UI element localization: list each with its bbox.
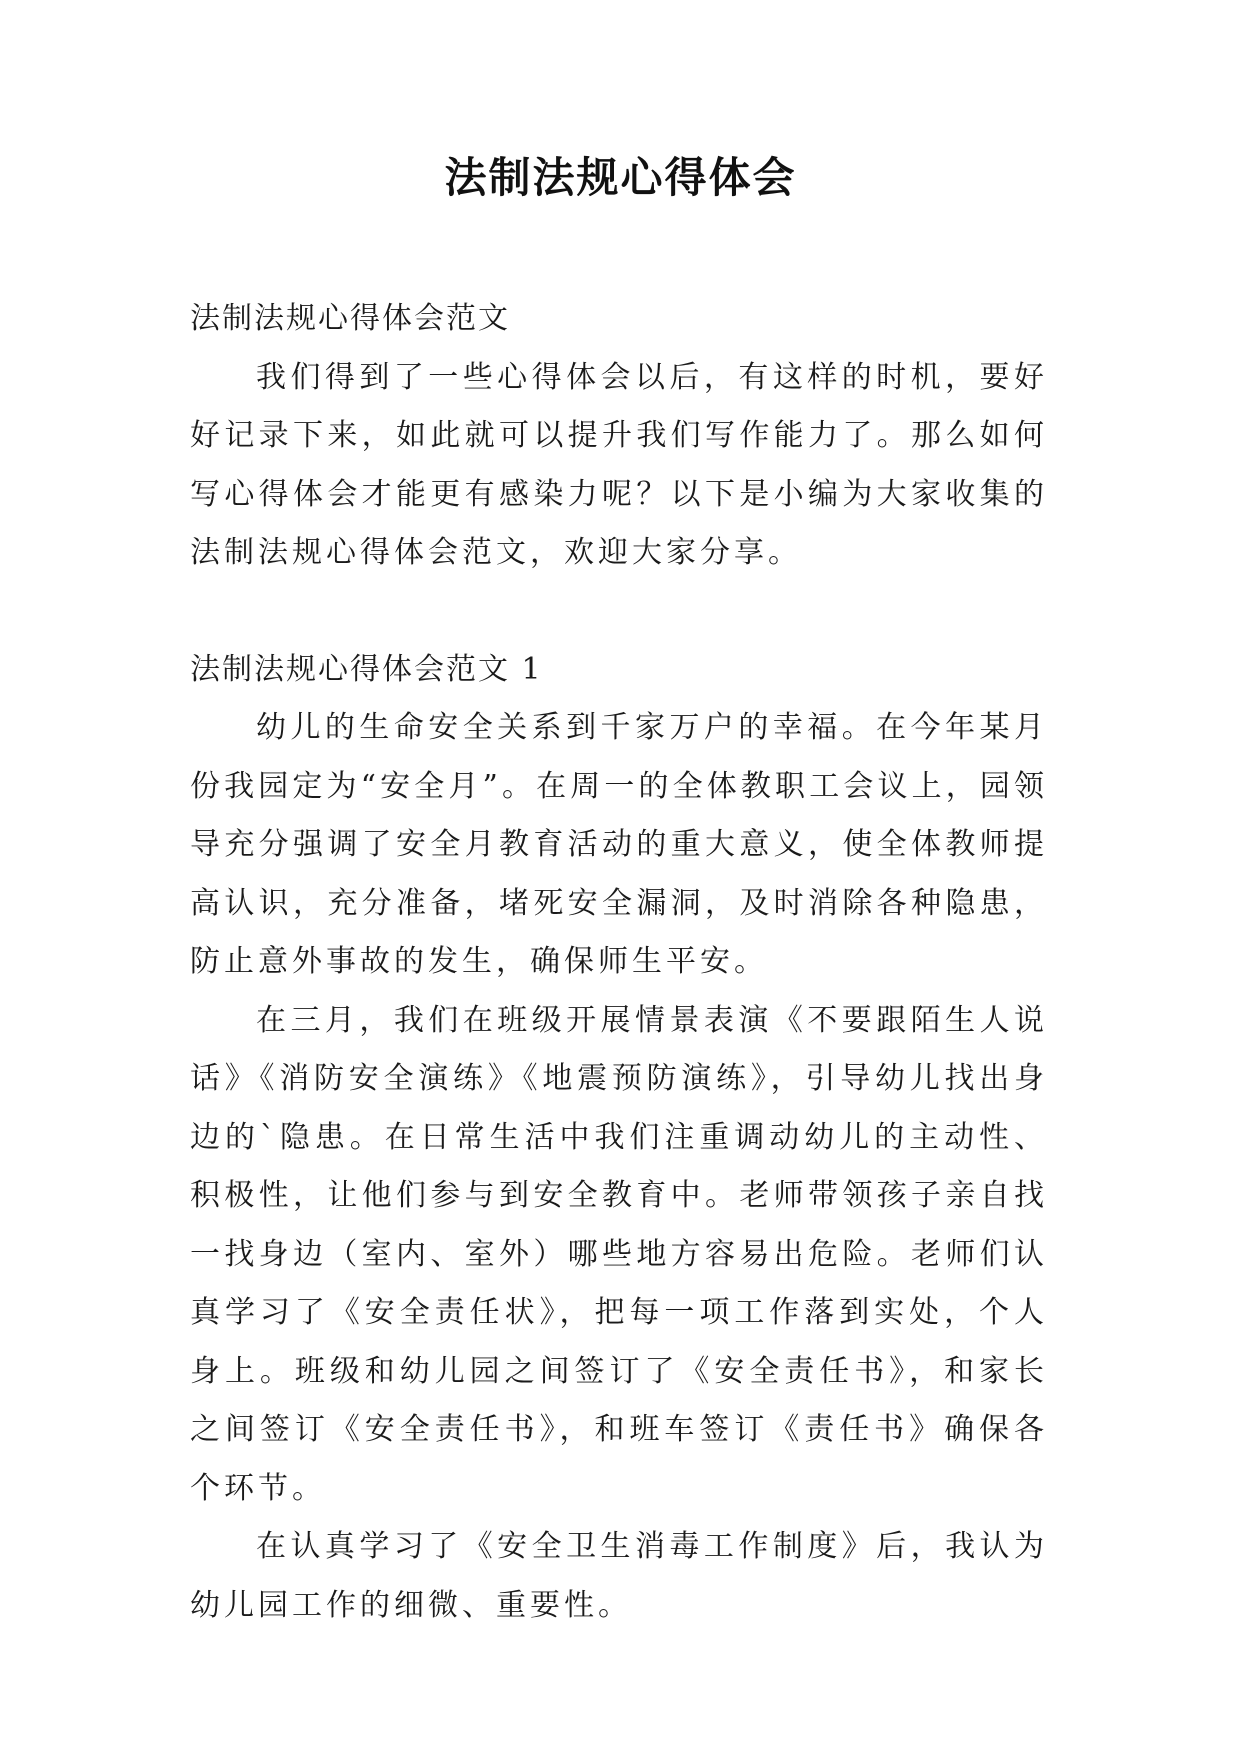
intro-heading: 法制法规心得体会范文 (190, 301, 510, 336)
intro-paragraph: 我们得到了一些心得体会以后，有这样的时机，要好好记录下来，如此就可以提升我们写作能力了。那么如何写心得体会才能更有感染力呢？以下是小编为大家收集的法制法规心得体会范文，欢迎大家分享。 (190, 359, 1048, 570)
document-title: 法制法规心得体会 (444, 153, 797, 202)
document-body (190, 290, 1048, 1635)
section-heading: 法制法规心得体会范文 1 (190, 651, 543, 687)
body-paragraph-2: 在三月，我们在班级开展情景表演《不要跟陌生人说话》《消防安全演练》《地震预防演练》，引导幼儿找出身边的`隐患。在日常生活中我们注重调动幼儿的主动性、积极性，让他们参与到安全教育中。老师带领孩子亲自找一找身边（室内、室外）哪些地方容易出危险。老师们认真学习了《安全责任状》，把每一项工作落到实处，个人身上。班级和幼儿园之间签订了《安全责任书》，和家长之间签订《安全责任书》，和班车签订《责任书》确保各个环节。 (190, 1002, 1048, 1506)
body-paragraph-3: 在认真学习了《安全卫生消毒工作制度》后，我认为幼儿园工作的细微、重要性。 (190, 1529, 1048, 1623)
body-paragraph-1: 幼儿的生命安全关系到千家万户的幸福。在今年某月份我园定为“安全月”。在周一的全体教职工会议上，园领导充分强调了安全月教育活动的重大意义，使全体教师提高认识，充分准备，堵死安全漏洞，及时消除各种隐患，防止意外事故的发生，确保师生平安。 (190, 710, 1048, 979)
section-spacer (190, 583, 1048, 641)
